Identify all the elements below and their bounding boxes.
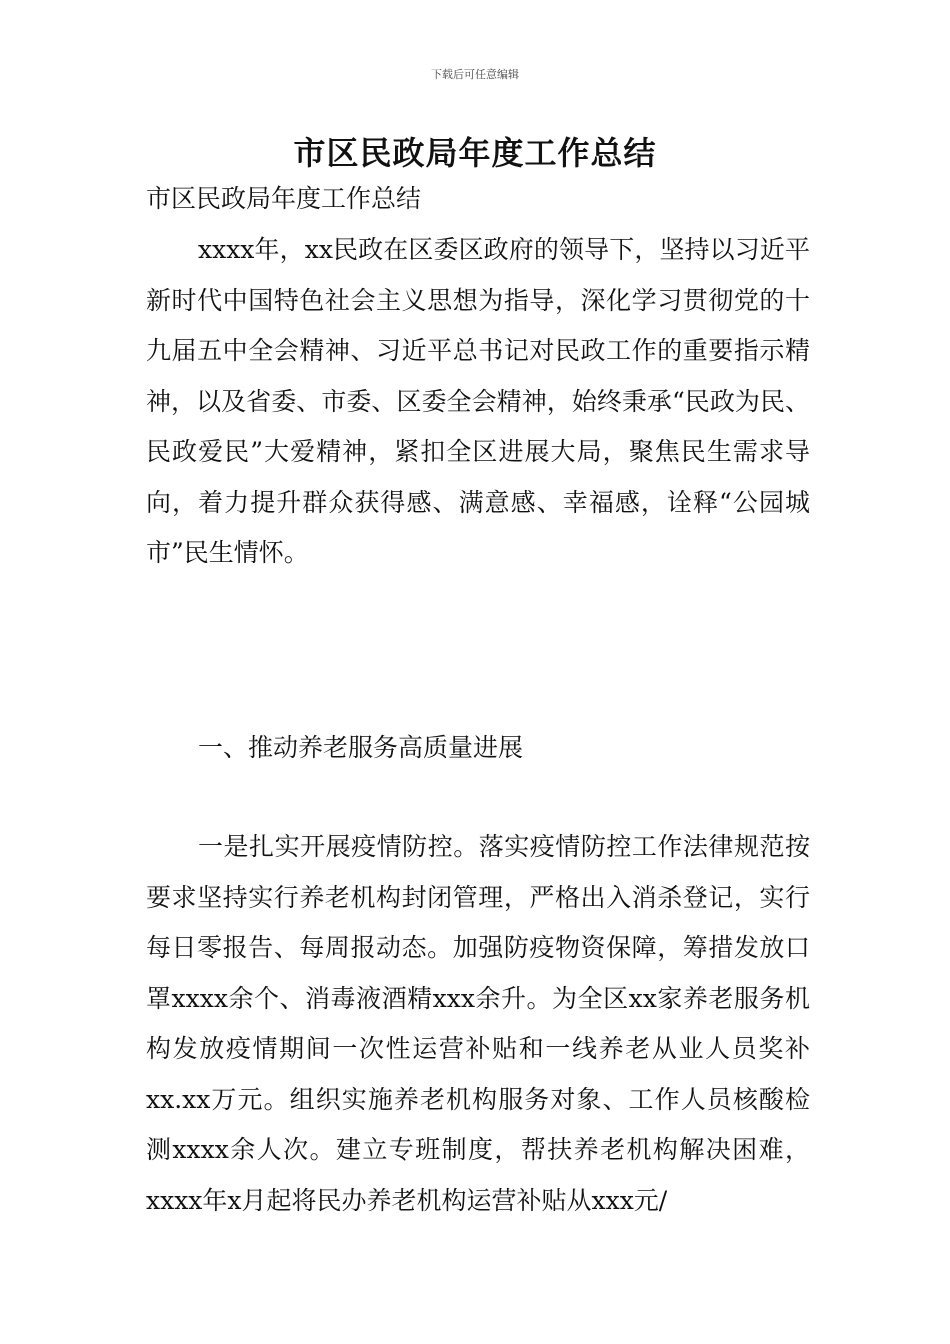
section-heading: 一、推动养老服务高质量进展 (198, 733, 524, 762)
document-subtitle: 市区民政局年度工作总结 (146, 184, 422, 213)
page-title: 市区民政局年度工作总结 (293, 134, 657, 172)
section-paragraph: 一是扎实开展疫情防控。落实疫情防控工作法律规范按要求坚持实行养老机构封闭管理，严格出入消杀登记，实行每日零报告、每周报动态。加强防疫物资保障，筹措发放口罩xxxx余个、消毒液酒精xxx余升。为全区xx家养老服务机构发放疫情期间一次性运营补贴和一线养老从业人员奖补xx.xx万元。组织实施养老机构服务对象、工作人员核酸检测xxxx余人次。建立专班制度，帮扶养老机构解决困难，xxxx年x月起将民办养老机构运营补贴从xxx元/ (146, 832, 810, 1215)
intro-paragraph: xxxx年，xx民政在区委区政府的领导下，坚持以习近平新时代中国特色社会主义思想为指导，深化学习贯彻党的十九届五中全会精神、习近平总书记对民政工作的重要指示精神，以及省委、市委、区委全会精神，始终秉承“民政为民、民政爱民”大爱精神，紧扣全区进展大局，聚焦民生需求导向，着力提升群众获得感、满意感、幸福感，诠释“公园城市”民生情怀。 (146, 235, 810, 567)
download-note: 下载后可任意编辑 (431, 68, 519, 81)
